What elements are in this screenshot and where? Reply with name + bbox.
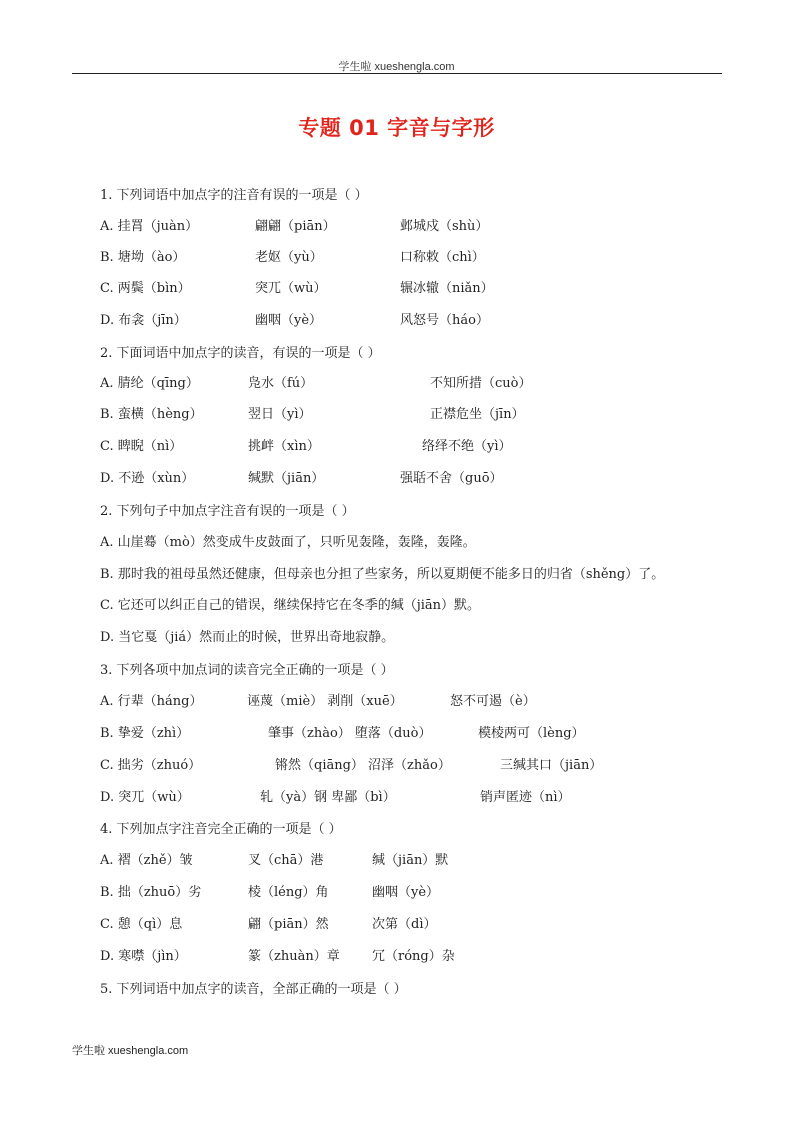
footer-site: 学生啦 xueshengla.com [72, 1045, 189, 1057]
q2b-option-d: D. 当它戛（jiá）然而止的时候，世界出奇地寂静。 [100, 630, 395, 645]
q4-stem: 4. 下列加点字注音完全正确的一项是（ ） [100, 822, 342, 837]
q2-stem: 2. 下面词语中加点字的读音，有误的一项是（ ） [100, 346, 381, 361]
q2b-option-a: A. 山崖蓦（mò）然变成牛皮鼓面了，只听见轰隆，轰隆，轰隆。 [100, 535, 476, 550]
header-divider [72, 73, 722, 74]
q2b-stem: 2. 下列句子中加点字注音有误的一项是（ ） [100, 504, 355, 519]
q2b-option-b: B. 那时我的祖母虽然还健康，但母亲也分担了些家务，所以夏期便不能多日的归省（shěng）了。 [100, 567, 665, 582]
q5-stem: 5. 下列词语中加点字的读音，全部正确的一项是（ ） [100, 982, 407, 997]
page-title: 专题 01 字音与字形 [298, 116, 495, 140]
q3-stem: 3. 下列各项中加点词的读音完全正确的一项是（ ） [100, 663, 394, 678]
q2b-option-c: C. 它还可以纠正自己的错误，继续保持它在冬季的缄（jiān）默。 [100, 598, 481, 613]
q1-stem: 1. 下列词语中加点字的注音有误的一项是（ ） [100, 188, 368, 203]
header-site: 学生啦 xueshengla.com [338, 61, 455, 73]
